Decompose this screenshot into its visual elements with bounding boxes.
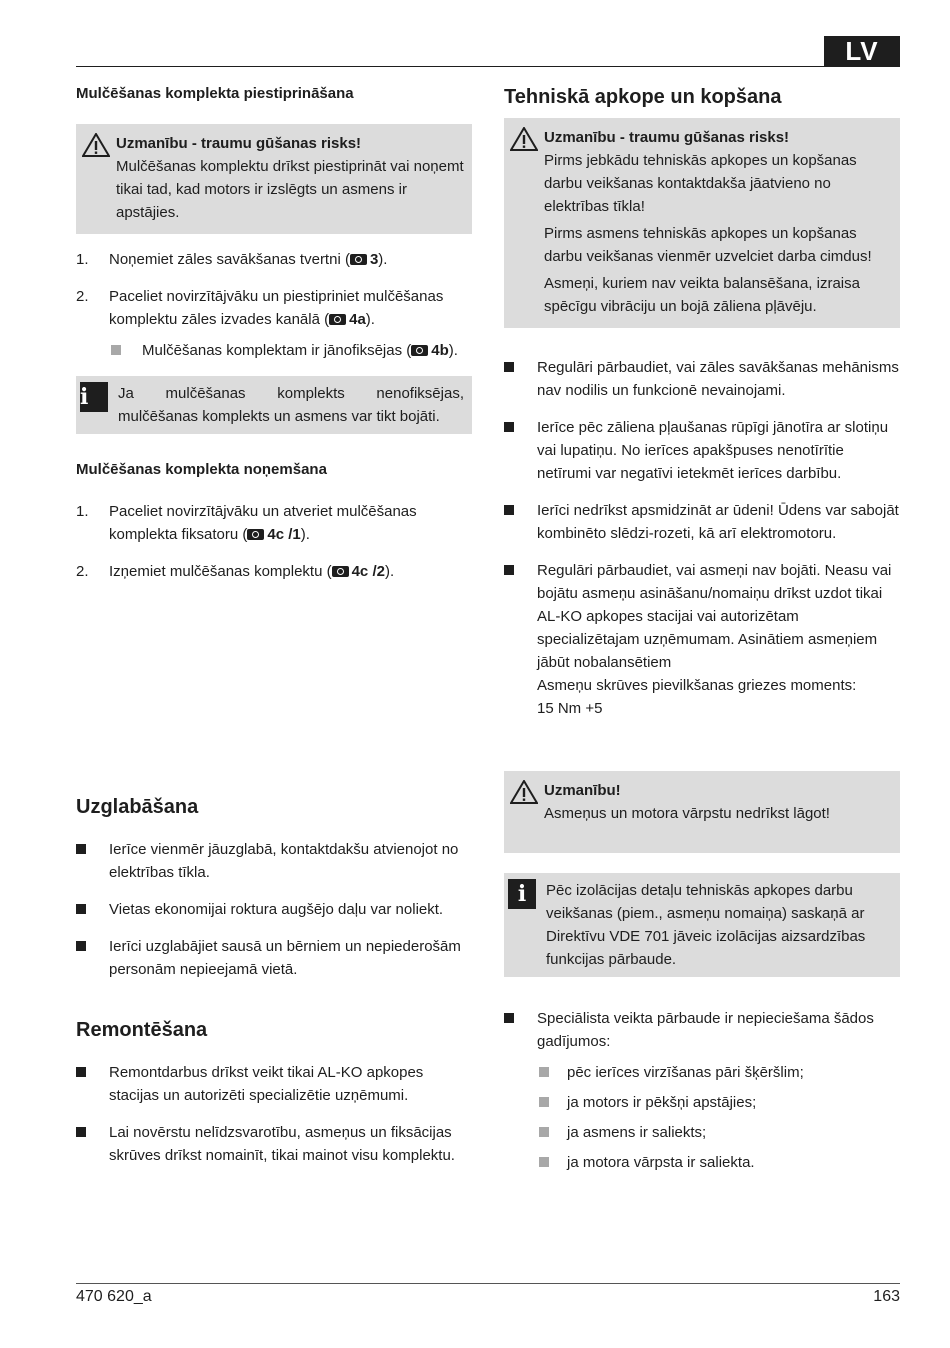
warning-box-injury	[76, 124, 472, 234]
step-text: Paceliet novirzītājvāku un piestipriniet mulčēšanas komplektu zāles izvades kanālā (	[109, 288, 444, 328]
warning-title: Uzmanību!	[544, 782, 621, 799]
info-icon: i	[80, 382, 108, 412]
right-lower-column	[504, 771, 900, 1188]
item-text: Ierīci uzglabājiet sausā un bērniem un nepiederošām personām nepieejamā vietā.	[109, 938, 461, 978]
warning-triangle-icon	[510, 127, 538, 151]
item-text: Vietas ekonomijai roktura augšējo daļu var noliekt.	[109, 901, 444, 918]
warning-title: Uzmanību - traumu gūšanas risks!	[544, 129, 790, 146]
item-text: Regulāri pārbaudiet, vai zāles savākšanas mehānisms nav nodilis un funkcionē nevainojami.	[537, 359, 899, 399]
step-sub-list	[109, 339, 472, 362]
bullet-square-icon	[504, 422, 514, 432]
inspection-sub-list	[537, 1061, 900, 1174]
page-number: 163	[873, 1288, 900, 1305]
info-box-mulch	[76, 376, 472, 434]
torque-label: Asmeņu skrūves pievilkšanas griezes moments:	[537, 677, 857, 694]
bullet-square-icon	[504, 505, 514, 515]
list-item	[76, 1121, 472, 1167]
header-rule	[76, 66, 824, 67]
item-text: ja motors ir pēkšņi apstājies;	[567, 1094, 757, 1111]
list-item	[76, 560, 472, 583]
warning-box-maintenance	[504, 118, 900, 328]
list-item	[76, 500, 472, 546]
bullet-square-icon	[76, 1127, 86, 1137]
item-text: Ierīci nedrīkst apsmidzināt ar ūdeni! Ūdens var sabojāt kombinēto slēdzi-rozeti, kā arī elektromotoru.	[537, 502, 899, 542]
step-tail: ).	[300, 526, 310, 543]
list-item	[537, 1091, 900, 1114]
warning-triangle-icon	[82, 133, 110, 157]
sub-tail: ).	[448, 342, 458, 359]
camera-icon	[329, 314, 346, 325]
bullet-square-icon	[504, 362, 514, 372]
bullet-square-icon	[504, 565, 514, 575]
torque-value: 15 Nm +5	[537, 700, 603, 717]
list-item	[109, 339, 472, 362]
attach-steps	[76, 248, 472, 362]
info-text: Ja mulčēšanas komplekts nenofiksējas, mulčēšanas komplekts un asmens var tikt bojāti.	[118, 385, 464, 425]
list-item	[76, 935, 472, 981]
list-item	[76, 838, 472, 884]
item-text: Remontdarbus drīkst veikt tikai AL-KO apkopes stacijas un autorizēti specializētie uzņēmumi.	[109, 1064, 424, 1104]
item-text: Regulāri pārbaudiet, vai asmeņi nav bojāti. Neasu vai bojātu asmeņu asināšanu/nomaiņu drīkst uzdot tikai AL-KO apkopes stacijai vai autorizētam specializētajam uzņēmumam. Asinātiem asmeņiem jābūt nobalansētiem	[537, 562, 892, 671]
mulch-attach-heading: Mulčēšanas komplekta piestiprināšana	[76, 85, 354, 102]
item-text: ja asmens ir saliekts;	[567, 1124, 707, 1141]
repair-heading: Remontēšana	[76, 1019, 208, 1041]
step-tail: ).	[365, 311, 375, 328]
language-tab: LV	[824, 36, 900, 67]
list-item	[76, 248, 472, 271]
bullet-square-icon	[111, 345, 121, 355]
right-column	[504, 84, 900, 734]
list-item	[76, 1061, 472, 1107]
bullet-square-icon	[539, 1157, 549, 1167]
step-number: 2.	[76, 288, 89, 305]
warning-title: Uzmanību - traumu gūšanas risks!	[116, 135, 362, 152]
bullet-square-icon	[76, 844, 86, 854]
item-text: ja motora vārpsta ir saliekta.	[567, 1154, 755, 1171]
maintenance-heading: Tehniskā apkope un kopšana	[504, 86, 782, 108]
sub-text: Mulčēšanas komplektam ir jānofiksējas (	[142, 342, 412, 359]
camera-icon	[332, 566, 349, 577]
warning-text: Asmeņus un motora vārpstu nedrīkst lāgot!	[544, 805, 830, 822]
camera-icon	[350, 254, 367, 265]
list-item	[76, 898, 472, 921]
left-lower-column	[76, 794, 472, 1181]
list-item	[504, 1007, 900, 1174]
warning-triangle-icon	[510, 780, 538, 804]
step-text: Izņemiet mulčēšanas komplektu (	[109, 563, 332, 580]
document-number: 470 620_a	[76, 1288, 152, 1305]
left-column	[76, 84, 472, 597]
item-text: Lai novērstu nelīdzsvarotību, asmeņus un fiksācijas skrūves drīkst nomainīt, tikai mainot visu komplektu.	[109, 1124, 455, 1164]
bullet-square-icon	[76, 941, 86, 951]
figure-ref: 4a	[349, 311, 366, 328]
bullet-square-icon	[76, 1067, 86, 1077]
bullet-square-icon	[539, 1097, 549, 1107]
bullet-square-icon	[76, 904, 86, 914]
step-tail: ).	[378, 251, 388, 268]
camera-icon	[411, 345, 428, 356]
step-text: Paceliet novirzītājvāku un atveriet mulčēšanas komplekta fiksatoru (	[109, 503, 417, 543]
storage-list	[76, 838, 472, 981]
inspection-list	[504, 1007, 900, 1174]
repair-list	[76, 1061, 472, 1167]
info-box-insulation	[504, 873, 900, 977]
storage-heading: Uzglabāšana	[76, 796, 199, 818]
warning-text: Pirms jebkādu tehniskās apkopes un kopšanas darbu veikšanas kontaktdakša jāatvieno no elektrības tīkla!	[544, 152, 857, 215]
figure-ref: 3	[369, 251, 379, 268]
figure-ref: 4c /1	[267, 526, 301, 543]
item-text: pēc ierīces virzīšanas pāri šķēršlim;	[567, 1064, 804, 1081]
list-item	[504, 499, 900, 545]
list-item	[537, 1121, 900, 1144]
list-item	[537, 1151, 900, 1174]
step-number: 1.	[76, 503, 89, 520]
step-number: 2.	[76, 563, 89, 580]
footer-rule	[76, 1283, 900, 1284]
warning-box-lubricate	[504, 771, 900, 853]
info-text: Pēc izolācijas detaļu tehniskās apkopes darbu veikšanas (piem., asmeņu nomaiņa) saskaņā ar Direktīvu VDE 701 jāveic izolācijas aizsardzības funkcijas pārbaude.	[546, 882, 866, 968]
step-number: 1.	[76, 251, 89, 268]
figure-ref: 4b	[431, 342, 449, 359]
item-text: Speciālista veikta pārbaude ir nepieciešama šādos gadījumos:	[537, 1010, 874, 1050]
list-item	[537, 1061, 900, 1084]
list-item	[504, 559, 900, 720]
info-icon: i	[508, 879, 536, 909]
bullet-square-icon	[539, 1127, 549, 1137]
list-item	[504, 356, 900, 402]
bullet-square-icon	[504, 1013, 514, 1023]
remove-steps	[76, 500, 472, 583]
step-tail: ).	[384, 563, 395, 580]
list-item	[504, 416, 900, 485]
item-text: Ierīce vienmēr jāuzglabā, kontaktdakšu atvienojot no elektrības tīkla.	[109, 841, 459, 881]
mulch-remove-heading: Mulčēšanas komplekta noņemšana	[76, 461, 327, 478]
warning-text: Asmeņi, kuriem nav veikta balansēšana, izraisa spēcīgu vibrāciju un bojā zāliena pļāvēju.	[544, 275, 860, 315]
step-text: Noņemiet zāles savākšanas tvertni (	[109, 251, 350, 268]
bullet-square-icon	[539, 1067, 549, 1077]
warning-text: Pirms asmens tehniskās apkopes un kopšanas darbu veikšanas vienmēr uzvelciet darba cimdus!	[544, 225, 872, 265]
warning-text: Mulčēšanas komplektu drīkst piestiprināt vai noņemt tikai tad, kad motors ir izslēgts un asmens ir apstājies.	[116, 158, 464, 221]
figure-ref: 4c /2	[351, 563, 385, 580]
camera-icon	[247, 529, 264, 540]
list-item	[76, 285, 472, 362]
maintenance-list	[504, 356, 900, 720]
item-text: Ierīce pēc zāliena pļaušanas rūpīgi jānotīra ar slotiņu vai lupatiņu. No ierīces apakšpuses nenotīrītie netīrumi var negatīvi ietekmēt ierīces darbību.	[537, 419, 889, 482]
